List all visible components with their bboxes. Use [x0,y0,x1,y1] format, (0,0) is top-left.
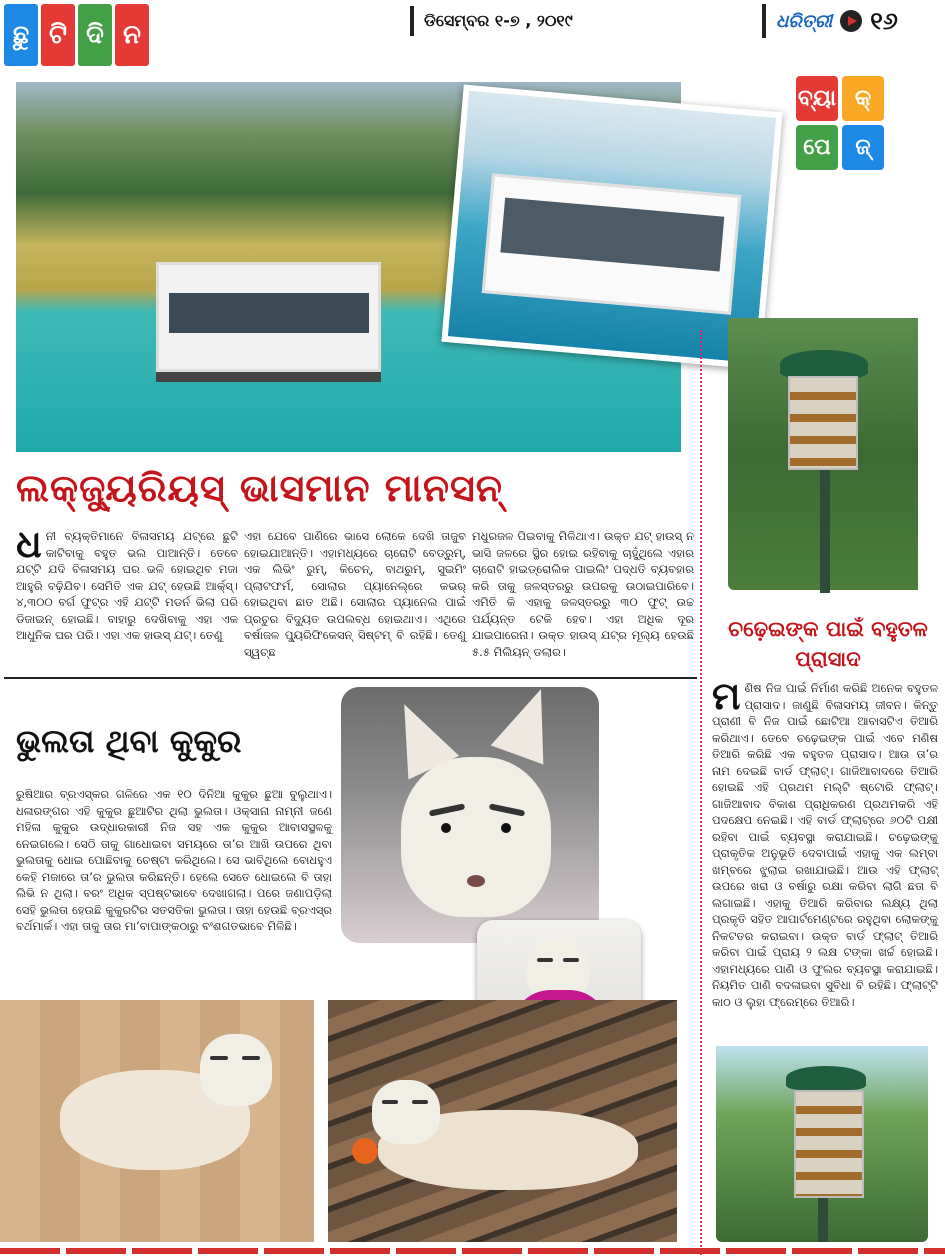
tower-roof [786,1066,866,1090]
bird-flat-column [712,674,938,1038]
dog-eyebrow [412,1100,428,1104]
brand-logo: ଧରିତ୍ରୀ [776,10,833,32]
brand-block [762,4,898,38]
bird-flat-photo-top [728,318,918,590]
dog-eyebrow [563,958,579,962]
dog-eye [501,823,511,833]
tower-roof [780,350,868,378]
back-page-letter: କ୍ [842,76,884,121]
toy-ball [352,1138,378,1164]
bird-flat-photo-bottom [716,1046,928,1242]
column-divider-dotted [700,330,702,1255]
dog-ear [491,680,568,765]
mansion-text-2: ଏହା ଯେବେ ପାଣିରେ ଭାସେ ଲୋକେ ଦେଖି ତାଜୁବ ହୋଇଯାଆନ୍ତି। ଏହାମଧ୍ୟରେ ଚାରୋଟି ବେଡ୍‌ରୁମ୍, ଏକ ଲିଭିଂ ରୁମ୍, କିଚେନ୍, ବାଥରୁମ୍, ସୁଇମିଂ ପ୍ଲାଟଫର୍ମ, ସୋଲାର ପ୍ୟାନେଲ୍‌ରେ କଭର୍ ହୋଇଥିବା ଛାତ ଅଛି। ସୋଲାର ପ୍ୟାନେଲ ପାଇଁ ପ୍ରଚୁର ବିଦ୍ୟୁତ ଉପଲବ୍ଧ ହୋଇଥାଏ। ଏଥିରେ ବର୍ଷାଜଳ ପ୍ୟୁରିଫିକେସନ୍ ସିଷ୍ଟମ୍ ବି ରହିଛି। ତେଣୁ ସ୍ୱଚ୍ଛ [244,529,466,659]
dog-face [200,1034,272,1106]
mansion-column-1 [16,522,238,650]
mansion-dropcap: ଧ [16,522,42,566]
dog-eyebrow [242,1056,260,1060]
mansion-text-3: ମଧୁରଜଳ ପିଇବାକୁ ମିଳିଥାଏ। ଉକ୍ତ ଯଟ୍ ହାଉସ୍ ନ ଭାସି ଜଳରେ ସ୍ଥିର ହୋଇ ରହିବାକୁ ଚାହୁଁଥିଲେ ଏହାର ଚାରୋଟି ହାଇଡ୍ରୋଲିକ ପାଇଲିଂ ପଦ୍ଧତି ବ୍ୟବହାର କରି ତାକୁ ଜଳସ୍ତରରୁ ଉପରକୁ ଉଠାଇପାରିବେ। ଏମିତି କି ଏହାକୁ ଜଳସ୍ତରରୁ ୩୦ ଫୁଟ୍ ଉଚ୍ଚ ପର୍ଯ୍ୟନ୍ତ ଟେକି ହେବ। ଏହା ଅଧିକ ଦୂର ଯାଇପାରେନା। ଉକ୍ତ ହାଉସ୍ ଯଟ୍‌ର ମୂଲ୍ୟ ହେଉଛି ୫.୫ ମିଲିୟନ୍ ଡଲାର। [472,529,694,659]
dog-face [372,1080,440,1144]
mansion-headline: ଲକ୍ଜ୍ୟୁରିୟସ୍ ଭାସମାନ ମାନସନ୍ [16,466,503,510]
house-yacht-shape [156,262,381,372]
dog-eyebrow [537,958,553,962]
tower-pole [820,468,830,593]
bird-flat-headline: ଚଢ଼େଇଙ୍କ ପାଇଁ ବହୁତଳ ପ୍ରାସାଦ [728,617,928,671]
masthead-letter: ଛୁ [4,4,38,66]
dog-eye [441,823,451,833]
dog-eyebrow [210,1056,228,1060]
house-yacht-shape [482,173,742,314]
dog-with-ball-photo [328,1000,677,1242]
back-page-letter: ବ୍ୟା [796,76,838,121]
section-masthead [4,4,149,66]
masthead-letter: ନ [115,4,149,66]
dog-headline: ଭୁଲତା ଥିବା କୁକୁର [16,722,242,760]
back-page-letter: ଜ୍ [842,125,884,170]
back-page-letter: ପେ [796,125,838,170]
play-icon [840,10,862,32]
dog-eyebrow [382,1100,398,1104]
dog-lying-photo [0,1000,314,1242]
section-divider [4,677,697,679]
masthead-letter: ଦି [78,4,112,66]
mansion-column-3 [472,528,694,659]
bird-tower [788,376,858,470]
issue-date: ଡିସେମ୍ବର ୧-୭ , ୨୦୧୯ [410,6,573,36]
tower-pole [818,1196,828,1242]
dog-nose [467,875,485,887]
dog-story-text: ରୁଷିଆର ବ୍ରଏସ୍କର ଗଳିରେ ଏକ ୧୦ ଦିନିଆ କୁକୁର ଛୁଆ ବୁଲୁଥାଏ। ଧଳାରଙ୍ଗର ଏହି କୁକୁର ଛୁଆଟିର ଥିଲା ଭୁଲତା। ଓକ୍ସାନା ନାମ୍ନୀ ଜଣେ ମହିଳା କୁକୁର ଉଦ୍ଧାରକାରୀ ନିଜ ସହ ଏକ କୁକୁର ଆବାସସ୍ଥଳକୁ ନେଇଗଲେ। ସେଠି ତାକୁ ଗାଧୋଇବା ସମୟରେ ତା’ର ଆଖି ଉପରେ ଥିବା ଭୁଲତାକୁ ଧୋଇ ପୋଛିବାକୁ ଚେଷ୍ଟା କରିଥିଲେ। ସେ ଭାବିଥିଲେ ବୋଧହୁଏ କେହି ମଜାରେ ତା’ର ଭୁଲତା କରିଛନ୍ତି। ହେଲେ ସେତେ ଧୋଇଲେ ବି ତାହା ଲିଭି ନ ଥିଲା। ବରଂ ଅଧିକ ସ୍ପଷ୍ଟଭାବେ ଦେଖାଗଲା। ପରେ ଜଣାପଡ଼ିଲା ସେହି ଭୁଲତା ହେଉଛି କୁକୁରଟିର ସତସତିକା ଭୁଲତା। ତାହା ହେଉଛି ବ୍ରଏସ୍‌ର ବର୍ଥମାର୍କ। ଏହା ତାକୁ ତାର ମା’ବାପାଙ୍କଠାରୁ ବଂଶଗତଭାବେ ମିଳିଛି। [16,787,332,933]
mansion-text-1: ନୀ ବ୍ୟକ୍ତିମାନେ ବିଳାସମୟ ଯଟ୍‌ରେ ଛୁଟି କାଟିବାକୁ ବହୁତ ଭଲ ପାଆନ୍ତି। ତେବେ ଯଟ୍‌ଟି ଯଦି ବିଳାସମୟ ଘର ଭଳି ହୋଇଥିବ ମଜା ଆହୁରି ବଢ଼ିଯିବ। ସେମିତି ଏକ ଯଟ୍ ହେଉଛି ଆର୍କ୍ସ୍। ୪,୩୦୦ ବର୍ଗ ଫୁଟ୍‌ର ଏହି ଯଟ୍‌ଟି ମଡର୍ନ ଭିଲା ପରି ଡିଜାଇନ୍ ହୋଇଛି। ବାହାରୁ ଦେଖିବାକୁ ଏହା ଏକ ଆଧୁନିକ ଘର ପରି। ଏହା ଏକ ହାଉସ୍ ଯଟ୍। ତେଣୁ [16,529,238,642]
footer-rule [0,1248,945,1254]
dog-story-column [16,786,332,970]
back-page-badge [796,76,884,172]
page-number: ୧୬ [870,7,898,35]
dog-face [401,757,551,917]
bird-flat-text: ଣିଷ ନିଜ ପାଇଁ ନିର୍ମାଣ କରିଛି ଅନେକ ବହୁତଳ ପ୍ରାସାଦ। ଜାଣୁଛି ବିଳାସମୟ ଜୀବନ। କିନ୍ତୁ ପ୍ରାଣୀ ବି ନିଜ ପାଇଁ ଛୋଟିଆ ଆବାସଟିଏ ତିଆରି କରିଥାଏ। ତେବେ ଚଢ଼େଇଙ୍କ ପାଇଁ ଏବେ ମଣିଷ ତିଆରି କରିଛି ଏକ ବହୁତଳ ପ୍ରାସାଦ। ଆଉ ତା’ର ନାମ ଦେଇଛି ବାର୍ଡ ଫ୍ଲାଟ୍। ଗାଜିଆବାଦରେ ତିଆରି ହୋଇଛି ଏହି ପ୍ରଥମ ମଲ୍ଟି ଷ୍ଟୋରି ଫ୍ଲାଟ୍। ଗାଜିଆବାଦ ବିକାଶ ପ୍ରାଧିକରଣ ପ୍ରଥମକରି ଏହି ପଦକ୍ଷେପ ନେଇଛି। ଏହି ବାର୍ଡ ଫ୍ଲାଟ୍‌ରେ ୬୦ଟି ପକ୍ଷୀ ରହିବା ପାଇଁ ବ୍ୟବସ୍ଥା କରାଯାଇଛି। ଚଢ଼େଇଙ୍କୁ ପ୍ରାକୃତିକ ଅନୁଭୂତି ଦେବାପାଇଁ ଏହାକୁ ଏକ ଲମ୍ବା ଖମ୍ବରେ ଝୁଲାଇ ରଖାଯାଇଛି। ଆଉ ଏହି ଫ୍ଲାଟ୍ ଉପରେ ଖରା ଓ ବର୍ଷାରୁ ରକ୍ଷା କରିବା ଲାଗି ଛତା ବି ଲଗାଇଛି। ଏହାକୁ ତିଆରି କରିବାର ଲକ୍ଷ୍ୟ ଥିଲା ପ୍ରକୃତି ସହିତ ଆପାର୍ଟମେଣ୍ଟରେ ରହୁଥିବା ଲୋକଙ୍କୁ ନିକଟତର କରାଇବା। ଉକ୍ତ ବାର୍ଡ ଫ୍ଲାଟ୍ ତିଆରି କରିବା ପାଇଁ ପ୍ରାୟ ୨ ଲକ୍ଷ ଟଙ୍କା ଖର୍ଚ୍ଚ ହୋଇଛି। ଏହାମଧ୍ୟରେ ପାଣି ଓ ଫୁଲର ବ୍ୟବସ୍ଥା କରାଯାଇଛି। ନିୟମିତ ପାଣି ବଦଳାଇବା ସୁବିଧା ବି ରହିଛି। ଫ୍ଲାଟ୍‌ଟି କାଠ ଓ ଲୁହା ଫ୍ରେମ୍‌ରେ ତିଆରି। [712,681,938,1009]
dog-eyebrow [429,803,465,816]
mansion-column-2 [244,528,466,659]
dog-eyebrow [489,803,525,816]
bird-tower [794,1090,864,1198]
masthead-letter: ଟି [41,4,75,66]
dog-closeup-photo [341,687,599,943]
bird-dropcap: ମ [712,674,741,718]
